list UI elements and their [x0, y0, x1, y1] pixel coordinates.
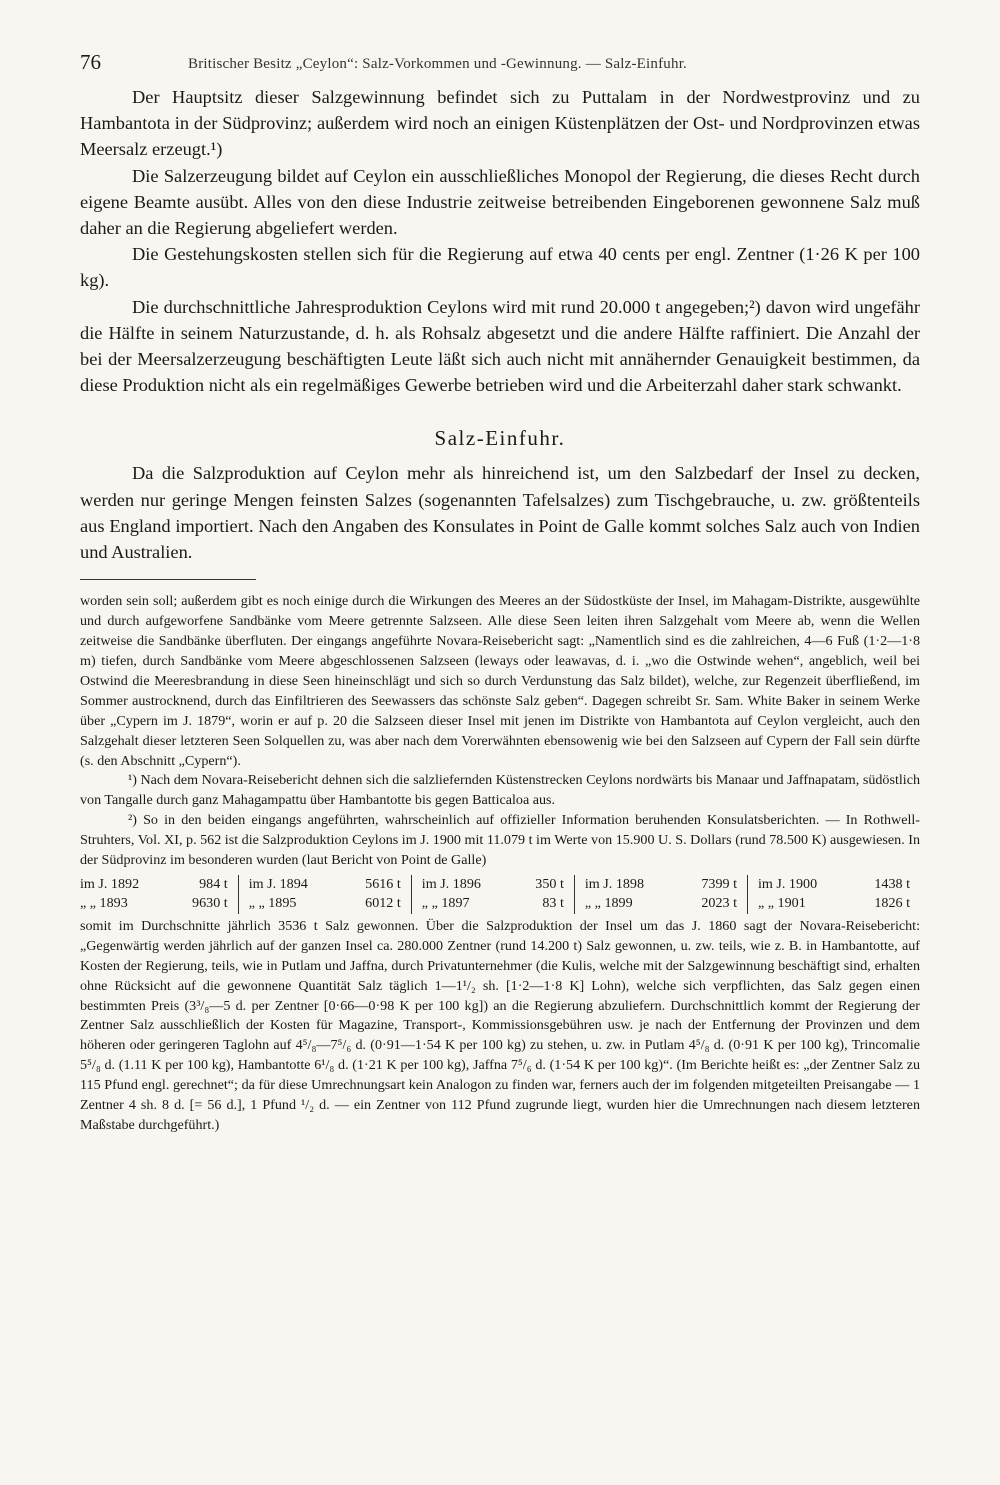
table-cell: 7399 t [682, 875, 748, 895]
table-cell: 1826 t [874, 895, 910, 912]
table-cell: im J. 1892 [80, 875, 140, 892]
table-cell: 83 t [519, 894, 575, 914]
table-cell: 6012 t [346, 894, 412, 914]
table-cell: 2023 t [682, 894, 748, 914]
table-row [80, 875, 920, 895]
table-cell: 9630 t [173, 894, 239, 914]
footnote-1: ¹) Nach dem Novara-Reisebericht dehnen sich die salzliefernden Küstenstrecken Ceylons nordwärts bis Manaar und Jaffnapatam, südöstlich von Tangalle durch ganz Mahagampattu über Hambantotte bis gegen Batticaloa aus. [80, 772, 920, 809]
table-cell: „ „ 1897 [421, 895, 470, 912]
table-cell: im J. 1898 [584, 875, 645, 892]
paragraph: Die durchschnittliche Jahresproduktion Ceylons wird mit rund 20.000 t angegeben;²) davon wird ungefähr die Hälfte in seinem Naturzustande, d. h. als Rohsalz abgesetzt und die andere Hälfte raffiniert. Die Anzahl der bei der Meersalzerzeugung beschäftigten Leute läßt sich auch nicht mit annähernder Genauigkeit bestimmen, da diese Produktion nicht als ein regelmäßiges Gewerbe betrieben wird und die Arbeiterzahl daher stark schwankt. [80, 296, 920, 396]
table-cell: im J. 1894 [248, 875, 308, 892]
footnote-divider [80, 579, 256, 580]
footnote-continuation: worden sein soll; außerdem gibt es noch einige durch die Wirkungen des Meeres an der Südostküste der Insel, im Mahagam-Distrikte, ausgewühlte und durch aufgeworfene Sandbänke vom Meere getrennte Salzseen. Alle diese Seen leiten ihren Salzgehalt vom Meere ab, wenn die Wellen zeitweise die Sandbänke überfluten. Der eingangs angeführte Novara-Reisebericht sagt: „Namentlich sind es die zahlreichen, 4—6 Fuß (1·2—1·8 m) tiefen, durch Sandbänke vom Meere abgeschlossenen Salzseen (leways oder leawavas, d. i. „wo die Ostwinde wehen“, angeblich, weil bei Ostwind die Meeresbrandung in diese Seen hineinschlägt und sich so durch Verdunstung das Salz bildet), welche, zur Regenzeit überfließend, im Sommer austrocknend, durch das Einfiltrieren des Seewassers das schönste Salz geben“. Dagegen schreibt Sr. Sam. White Baker in seinem Werke über „Cypern im J. 1879“, worin er auf p. 20 die Salzseen dieser Insel mit jenen im Distrikte von Hambantota auf Ceylon vergleicht, auch den Salzgehalt dieser letzteren Seen Solquellen zu, was aber nach dem Vorerwähnten ebensowenig wie bei den Salzseen auf Cypern der Fall sein dürfte (s. den Abschnitt „Cypern“). [80, 593, 920, 769]
paragraph: Da die Salzproduktion auf Ceylon mehr als hinreichend ist, um den Salzbedarf der Insel zu decken, werden nur geringe Mengen feinsten Salzes (sogenannten Tafelsalzes) zum Tischgebrauche, u. zw. größtenteils aus England importiert. Nach den Angaben des Konsulates in Point de Galle kommt solches Salz auch von Indien und Australien. [80, 463, 920, 563]
table-row [80, 894, 920, 914]
paragraph: Der Hauptsitz dieser Salzgewinnung befindet sich zu Puttalam in der Nordwestprovinz und zu Hambantota in der Südprovinz; außerdem wird noch an einigen Küstenplätzen der Ost- und Nordprovinzen etwas Meersalz erzeugt.¹) [80, 87, 920, 160]
table-cell: im J. 1900 [758, 875, 818, 892]
page-number: 76 [80, 50, 101, 74]
footnotes [80, 592, 920, 1136]
section-title: Salz-Einfuhr. [434, 426, 566, 451]
footnote-2-rest: somit im Durchschnitte jährlich 3536 t Salz gewonnen. Über die Salzproduktion der Insel um das J. 1860 sagt der Novara-Reisebericht: „Gegenwärtig werden jährlich auf der ganzen Insel ca. 280.000 Zentner (rund 14.200 t) Salz gewonnen, u. zw. teils, wie z. B. in Hambantotte, auf Kosten der Regierung, teils, wie in Putlam und Jaffna, durch Privatunternehmer (die Kulis, welche mit der Salzgewinnung beschäftigt sind, erhalten ohne Rücksicht auf die gewonnene Quantität Salz täglich 1—1¹/₂ sh. [1·2—1·8 K] Lohn), welche sich verpflichten, das Salz gegen einen bestimmten Preis (3³/₈—5 d. per Zentner [0·66—0·98 K per 100 kg]) an die Regierung abzuliefern. Durchschnittlich kommt der Regierung der Zentner Salz ausschließlich der Kosten für Magazine, Transport-, Kommissionsgebühren usw. je nach der Entfernung der Provinzen und dem höheren oder geringeren Taglohn auf 4⁵/₈—7⁵/₆ d. (0·91—1·54 K per 100 kg) zu stehen, u. zw. in Putlam 4⁵/₈ d. (0·91 K per 100 kg), Trincomalie 5⁵/₈ d. (1.11 K per 100 kg), Hambantotte 6¹/₈ d. (1·21 K per 100 kg), Jaffna 7⁵/₆ d. (1·54 K per 100 kg)“. (Im Berichte heißt es: „der Zentner Salz zu 115 Pfund engl. gerechnet“; da für diese Umrechnungsart kein Analogon zu finden war, ferners auch der im folgenden mitgeteilten Preisangabe — 1 Zentner 4 sh. 8 d. [= 56 d.], 1 Pfund ¹/₂ d. — ein Zentner von 112 Pfund zugrunde liegt, wurden hier die Umrechnungen nach diesem letzteren Maßstabe durchgeführt.) [80, 917, 920, 1133]
page [80, 50, 920, 1136]
table-cell: „ „ 1893 [80, 895, 128, 912]
paragraph: Die Gestehungskosten stellen sich für die Regierung auf etwa 40 cents per engl. Zentner (1·26 K per 100 kg). [80, 244, 920, 291]
paragraph: Die Salzerzeugung bildet auf Ceylon ein ausschließliches Monopol der Regierung, die dieses Recht durch eigene Beamte ausübt. Alles von den diese Industrie zeitweise betreibenden Eingeborenen gewonnene Salz muß daher an die Regierung abgeliefert werden. [80, 165, 920, 239]
table-cell: 1438 t [874, 875, 910, 892]
production-table [80, 875, 920, 914]
table-cell: 984 t [173, 875, 239, 895]
table-cell: 5616 t [346, 875, 412, 895]
running-title: Britischer Besitz „Ceylon“: Salz-Vorkommen und -Gewinnung. — Salz-Einfuhr. [188, 56, 688, 72]
main-text [80, 84, 920, 565]
page-header [80, 50, 920, 84]
table-cell: im J. 1896 [421, 875, 481, 892]
table-cell: „ „ 1899 [584, 895, 633, 912]
table-cell: „ „ 1901 [758, 895, 806, 912]
footnote-2-intro: ²) So in den beiden eingangs angeführten, wahrscheinlich auf offizieller Information beruhenden Konsulatsberichten. — In Rothwell-Struhters, Vol. XI, p. 562 ist die Salzproduktion Ceylons im J. 1900 mit 11.079 t im Werte von 15.900 U. S. Dollars (rund 78.500 K) ausgewiesen. In der Südprovinz im besonderen wurden (laut Bericht von Point de Galle) [80, 812, 920, 869]
table-cell: „ „ 1895 [248, 895, 297, 912]
table-cell: 350 t [519, 875, 575, 895]
